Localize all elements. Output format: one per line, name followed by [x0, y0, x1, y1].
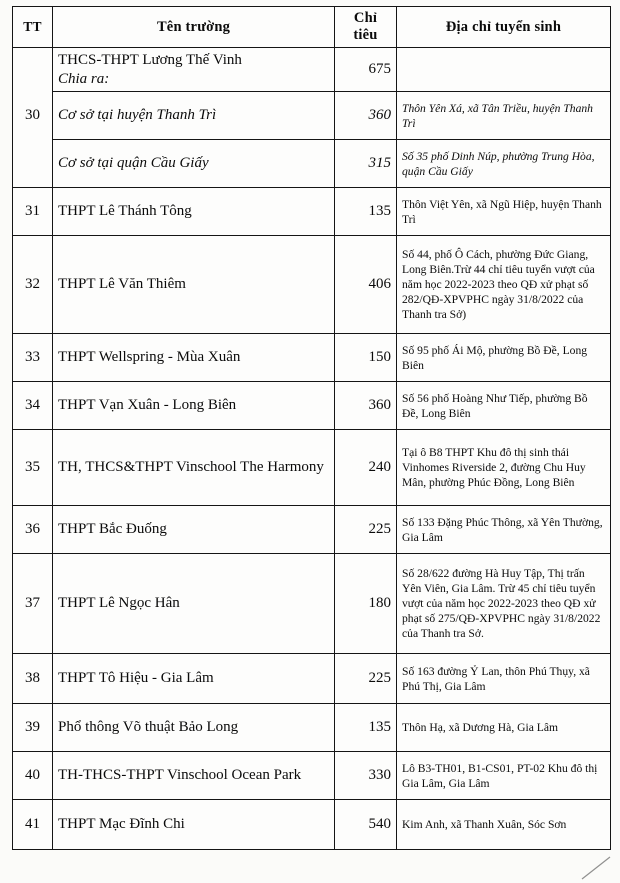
table-row [13, 334, 611, 382]
school-name [53, 92, 335, 140]
school-name [53, 334, 335, 382]
school-name-main: THPT Lê Văn Thiêm [58, 276, 186, 293]
admission-address: Số 133 Đặng Phúc Thông, xã Yên Thường, Gia Lâm [397, 506, 611, 554]
quota-value: 135 [335, 704, 397, 752]
school-name [53, 654, 335, 704]
school-name-main: THPT Bắc Đuống [58, 521, 167, 538]
quota-value: 150 [335, 334, 397, 382]
school-name-main: THPT Lê Thánh Tông [58, 203, 192, 220]
row-number [13, 140, 53, 188]
table-row [13, 382, 611, 430]
table-row [13, 704, 611, 752]
row-number: 40 [13, 752, 53, 800]
school-name-main: Phổ thông Võ thuật Bảo Long [58, 719, 239, 736]
row-number: 32 [13, 236, 53, 334]
table-row [13, 506, 611, 554]
table-row [13, 654, 611, 704]
table-row [13, 236, 611, 334]
admission-address: Số 56 phố Hoàng Như Tiếp, phường Bồ Đề, Long Biên [397, 382, 611, 430]
quota-value: 360 [335, 92, 397, 140]
row-number: 41 [13, 800, 53, 850]
row-number: 38 [13, 654, 53, 704]
school-name [53, 382, 335, 430]
quota-value: 315 [335, 140, 397, 188]
table-row [13, 800, 611, 850]
row-number: 36 [13, 506, 53, 554]
table-header [13, 7, 611, 48]
table-row [13, 92, 611, 140]
quota-value: 675 [335, 48, 397, 92]
school-name [53, 752, 335, 800]
admission-address: Số 35 phố Dinh Núp, phường Trung Hòa, quận Cầu Giấy [397, 140, 611, 188]
table-row [13, 48, 611, 92]
school-name [53, 236, 335, 334]
school-name [53, 188, 335, 236]
quota-value: 135 [335, 188, 397, 236]
admission-address: Số 44, phố Ô Cách, phường Đức Giang, Long Biên.Trừ 44 chỉ tiêu tuyển vượt của năm học 2022-2023 theo QĐ xử phạt số 282/QĐ-XPVPHC ngày 31/8/2022 của Thanh tra Sở) [397, 236, 611, 334]
school-name [53, 140, 335, 188]
school-name [53, 48, 335, 92]
quota-value: 540 [335, 800, 397, 850]
admission-address: Lô B3-TH01, B1-CS01, PT-02 Khu đô thị Gia Lâm, Gia Lâm [397, 752, 611, 800]
quota-value: 406 [335, 236, 397, 334]
row-number [13, 48, 53, 92]
admission-address: Số 95 phố Ái Mộ, phường Bồ Đề, Long Biên [397, 334, 611, 382]
school-name [53, 554, 335, 654]
table-row [13, 554, 611, 654]
enrollment-table [12, 6, 611, 850]
admission-address: Thôn Hạ, xã Dương Hà, Gia Lâm [397, 704, 611, 752]
school-name [53, 506, 335, 554]
table-row [13, 752, 611, 800]
column-header-address: Địa chỉ tuyển sinh [397, 7, 611, 48]
admission-address: Tại ô B8 THPT Khu đô thị sinh thái Vinhomes Riverside 2, đường Chu Huy Mân, phường Phúc Đồng, Long Biên [397, 430, 611, 506]
school-name-main: TH, THCS&THPT Vinschool The Harmony [58, 459, 324, 476]
table-row [13, 430, 611, 506]
pen-stroke-mark [580, 855, 614, 881]
school-name [53, 704, 335, 752]
school-name-main: THPT Vạn Xuân - Long Biên [58, 397, 237, 414]
column-header-tt: TT [13, 7, 53, 48]
school-name-sub: Chia ra: [58, 70, 110, 87]
school-name [53, 430, 335, 506]
row-number: 37 [13, 554, 53, 654]
quota-value: 330 [335, 752, 397, 800]
school-name-main: THPT Lê Ngọc Hân [58, 595, 180, 612]
table-row [13, 140, 611, 188]
row-number: 35 [13, 430, 53, 506]
column-header-quota: Chỉ tiêu [335, 7, 397, 48]
admission-address: Số 163 đường Ỷ Lan, thôn Phú Thụy, xã Phú Thị, Gia Lâm [397, 654, 611, 704]
admission-address: Số 28/622 đường Hà Huy Tập, Thị trấn Yên Viên, Gia Lâm. Trừ 45 chỉ tiêu tuyển vượt của năm học 2022-2023 theo QĐ xử phạt số 275/QĐ-XPVPHC ngày 31/8/2022 của Thanh tra Sở. [397, 554, 611, 654]
quota-value: 360 [335, 382, 397, 430]
admission-address: Thôn Yên Xá, xã Tân Triều, huyện Thanh Trì [397, 92, 611, 140]
column-header-name: Tên trường [53, 7, 335, 48]
admission-address [397, 48, 611, 92]
row-number: 39 [13, 704, 53, 752]
row-number: 33 [13, 334, 53, 382]
school-name [53, 800, 335, 850]
school-name-sub: Cơ sở tại quận Cầu Giấy [58, 155, 209, 172]
school-name-main: THPT Mạc Đĩnh Chi [58, 816, 185, 833]
school-name-main: TH-THCS-THPT Vinschool Ocean Park [58, 767, 302, 784]
school-name-main: THCS-THPT Lương Thế Vinh [58, 52, 242, 68]
row-number: 31 [13, 188, 53, 236]
table-header-row [13, 7, 611, 48]
school-name-sub: Cơ sở tại huyện Thanh Trì [58, 107, 217, 124]
admission-address: Kim Anh, xã Thanh Xuân, Sóc Sơn [397, 800, 611, 850]
school-name-main: THPT Tô Hiệu - Gia Lâm [58, 670, 214, 687]
admission-address: Thôn Việt Yên, xã Ngũ Hiệp, huyện Thanh Trì [397, 188, 611, 236]
school-name-main: THPT Wellspring - Mùa Xuân [58, 349, 241, 366]
row-number: 30 [13, 92, 53, 140]
quota-value: 225 [335, 654, 397, 704]
table-row [13, 188, 611, 236]
table-body [13, 48, 611, 850]
quota-value: 240 [335, 430, 397, 506]
row-number: 34 [13, 382, 53, 430]
quota-value: 180 [335, 554, 397, 654]
quota-value: 225 [335, 506, 397, 554]
